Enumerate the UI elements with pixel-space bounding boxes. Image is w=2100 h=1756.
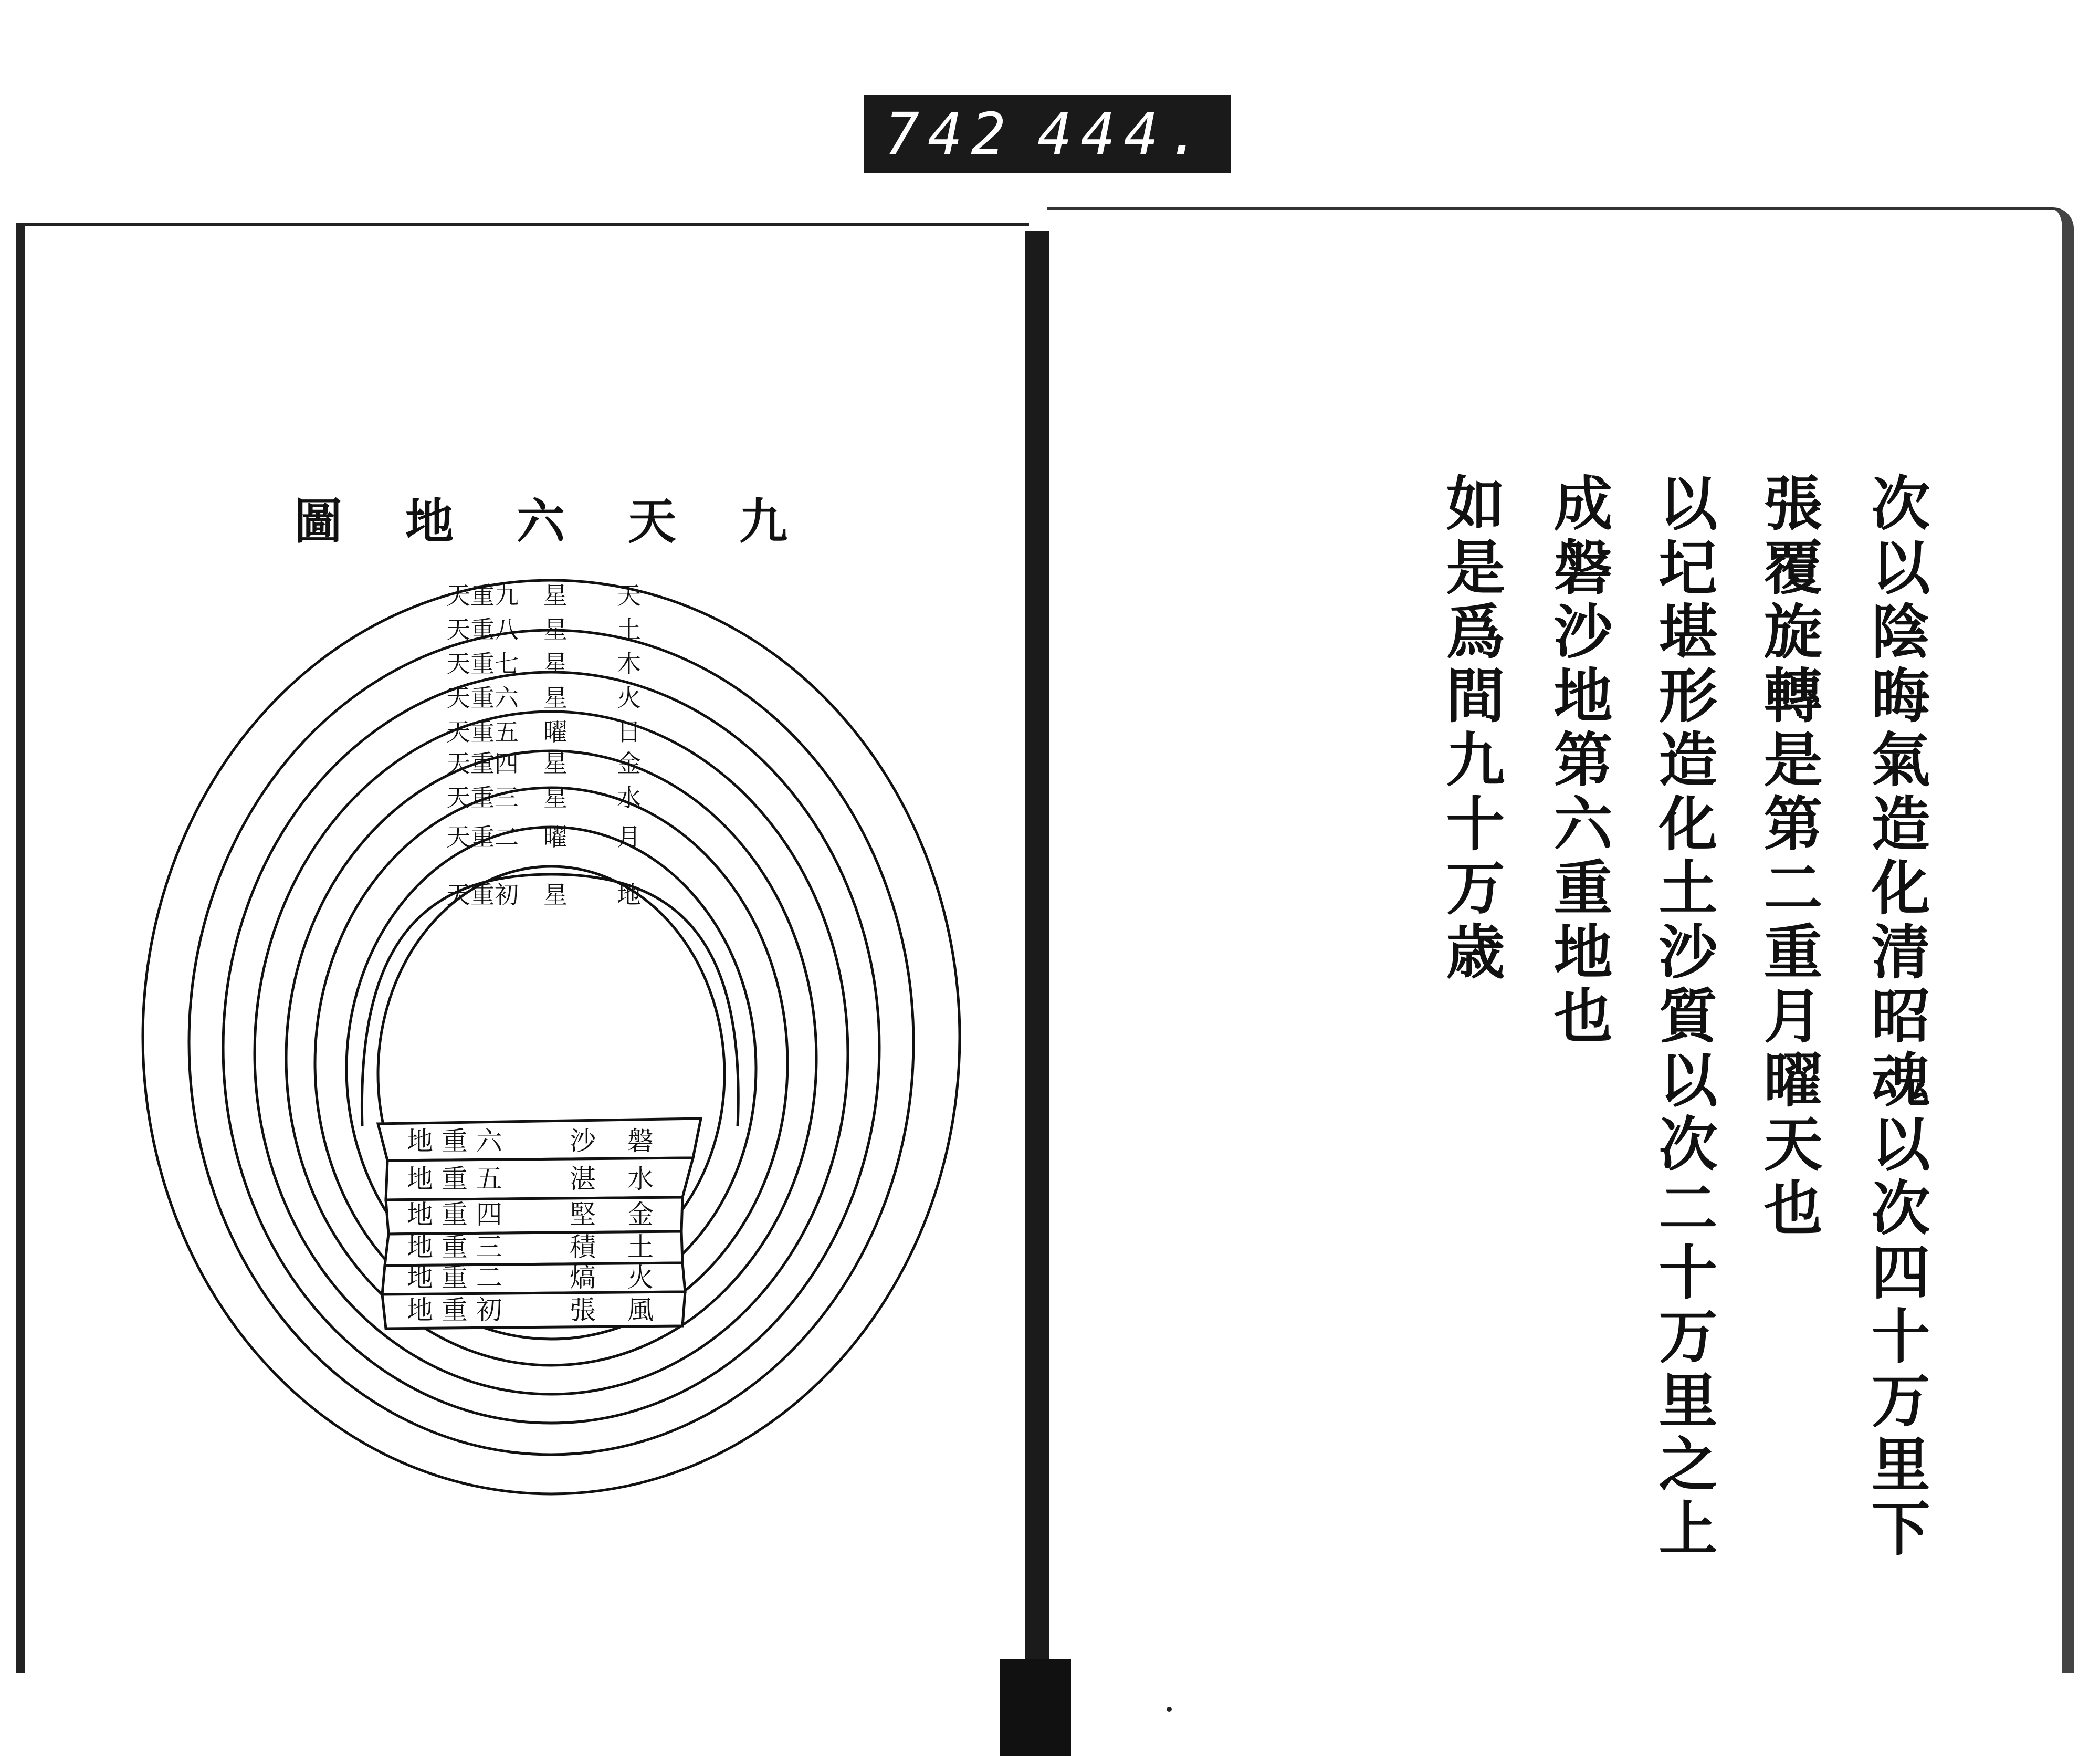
heaven-body-label: 曜 (543, 823, 568, 851)
earth-element-label: 風 (627, 1295, 654, 1325)
title-char: 地 (405, 493, 454, 550)
heaven-body-label: 星 (543, 783, 568, 812)
earth-name-label: 地 重 四 (407, 1199, 502, 1230)
earth-name-label: 地 重 二 (407, 1262, 502, 1293)
heaven-planet-label: 地 (617, 881, 641, 909)
heaven-planet-label: 月 (617, 823, 641, 851)
earth-name-label: 地 重 初 (407, 1295, 502, 1325)
earth-element-label: 磐 (627, 1126, 654, 1156)
heaven-name-label: 天重九 (446, 581, 519, 610)
heaven-name-label: 天重六 (446, 684, 519, 712)
heaven-ring-1 (362, 874, 738, 1126)
heaven-body-label: 星 (543, 881, 568, 909)
heaven-name-label: 天重初 (446, 881, 519, 909)
earth-substance-label: 積 (570, 1232, 596, 1262)
heaven-name-label: 天重五 (446, 718, 519, 746)
earth-substance-label: 沙 (570, 1126, 596, 1156)
heaven-planet-label: 天 (617, 581, 641, 610)
title-char: 圖 (294, 493, 343, 550)
ink-dot (1167, 1707, 1172, 1712)
heaven-name-label: 天重四 (446, 749, 519, 778)
heaven-body-label: 星 (543, 684, 568, 712)
heaven-body-label: 曜 (543, 718, 568, 746)
heaven-ring-9 (143, 580, 960, 1494)
archive-number-left: 742 (885, 100, 1014, 168)
heaven-planet-label: 土 (617, 615, 641, 644)
title-char: 天 (627, 493, 676, 550)
earth-name-label: 地 重 六 (407, 1126, 502, 1156)
heaven-body-label: 星 (543, 650, 568, 678)
title-char: 六 (516, 493, 565, 550)
earth-substance-label: 熇 (570, 1262, 596, 1293)
heaven-planet-label: 火 (617, 684, 641, 712)
heaven-name-label: 天重八 (446, 615, 519, 644)
title-char: 九 (739, 493, 788, 550)
text-column-2: 張覆旋轉是第二重月曜天也 (1754, 473, 1823, 1241)
earth-element-label: 水 (627, 1164, 654, 1194)
heaven-planet-label: 金 (617, 749, 641, 778)
heaven-planet-label: 木 (617, 650, 641, 678)
earth-name-label: 地 重 三 (407, 1232, 502, 1262)
text-column-5: 如是爲間九十万歳 (1436, 473, 1505, 985)
archive-number-right: 444. (1037, 100, 1210, 168)
earth-name-label: 地 重 五 (407, 1164, 502, 1194)
heaven-name-label: 天重七 (446, 650, 519, 678)
heaven-body-label: 星 (543, 615, 568, 644)
text-column-3: 以圮堪形造化土沙質以次二十万里之上 (1649, 473, 1718, 1562)
earth-element-label: 金 (627, 1199, 654, 1230)
heaven-planet-label: 水 (617, 783, 641, 812)
text-column-4: 成磐沙地第六重地也 (1544, 473, 1613, 1049)
earth-substance-label: 堅 (570, 1199, 596, 1230)
heaven-name-label: 天重二 (446, 823, 519, 851)
heaven-body-label: 星 (543, 581, 568, 610)
text-column-1: 次以陰晦氣造化清昭魂以次四十万里下 (1862, 473, 1930, 1562)
heaven-planet-label: 日 (617, 718, 641, 746)
heaven-name-label: 天重三 (446, 783, 519, 812)
earth-substance-label: 湛 (570, 1164, 596, 1194)
heaven-body-label: 星 (543, 749, 568, 778)
earth-substance-label: 張 (570, 1295, 596, 1325)
earth-element-label: 火 (627, 1262, 654, 1293)
earth-element-label: 土 (627, 1232, 654, 1262)
